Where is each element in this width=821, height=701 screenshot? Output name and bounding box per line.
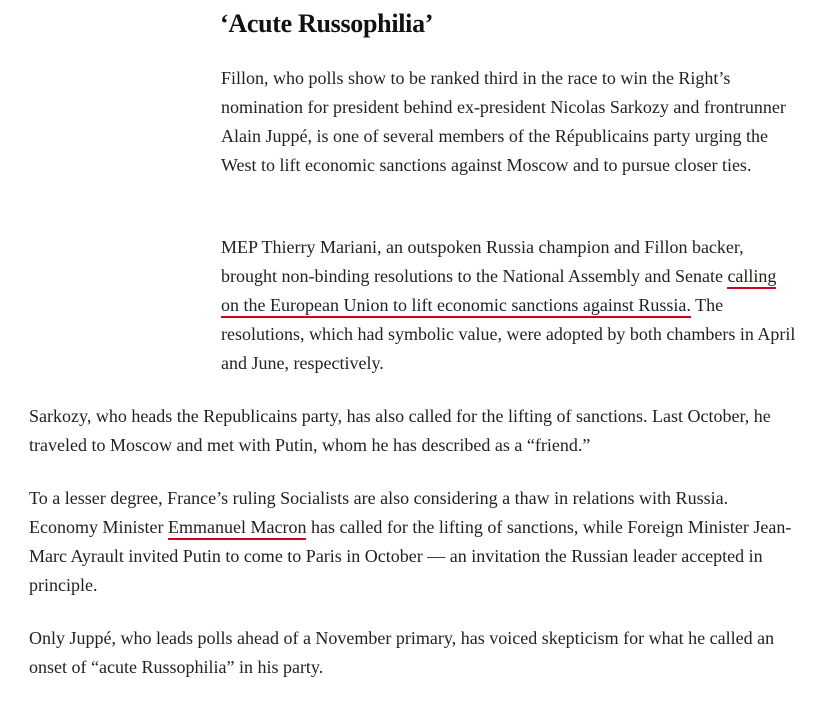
- paragraph-mariani: [221, 233, 796, 378]
- paragraph-text-after-link: The resolutions, which had symbolic value, were adopted by both chambers in April and June, respectively.: [221, 295, 796, 373]
- paragraph-juppe: Only Juppé, who leads polls ahead of a November primary, has voiced skepticism for what he called an onset of “acute Russophilia” in his party.: [29, 628, 775, 677]
- paragraph-text-before-link: To a lesser degree, France’s ruling Socialists are also considering a thaw in relations with Russia. Economy Minister: [29, 488, 729, 537]
- paragraph-text-after-link: has called for the lifting of sanctions, while Foreign Minister Jean-Marc Ayrault invited Putin to come to Paris in October — an invitation the Russian leader accepted in principle.: [29, 517, 792, 595]
- link-emmanuel-macron[interactable]: Emmanuel Macron: [168, 517, 306, 540]
- paragraph-text-before-link: MEP Thierry Mariani, an outspoken Russia champion and Fillon backer, brought non-binding resolutions to the National Assembly and Senate: [221, 237, 744, 286]
- paragraph-socialists: [29, 484, 799, 600]
- paragraph-sarkozy: Sarkozy, who heads the Republicains party, has also called for the lifting of sanctions. Last October, he traveled to Moscow and met with Putin, whom he has described as a “friend.”: [29, 406, 771, 455]
- paragraph-fillon: Fillon, who polls show to be ranked third in the race to win the Right’s nomination for president behind ex-president Nicolas Sarkozy and frontrunner Alain Juppé, is one of several members of the Républicains party urging the West to lift economic sanctions against Moscow and to pursue closer ties.: [221, 68, 786, 175]
- section-heading: ‘Acute Russophilia’: [220, 9, 434, 38]
- link-sanctions-resolution[interactable]: calling on the European Union to lift economic sanctions against Russia.: [221, 266, 776, 318]
